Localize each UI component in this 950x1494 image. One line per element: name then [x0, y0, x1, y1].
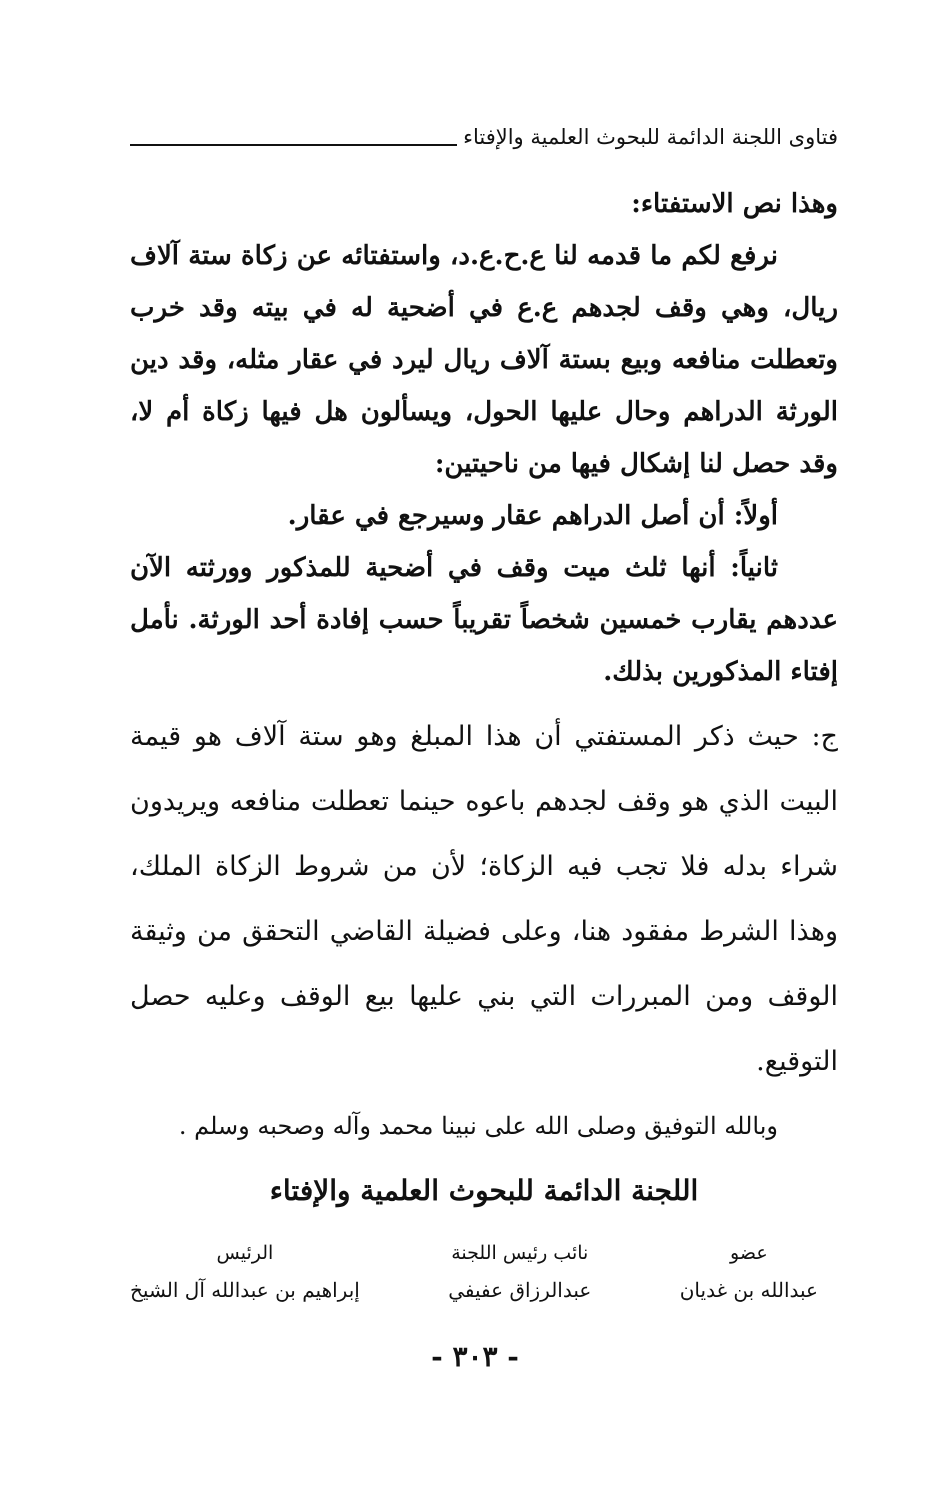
running-header — [130, 118, 838, 152]
signature-president — [130, 1236, 360, 1310]
signature-role: عضو — [730, 1242, 768, 1264]
running-header-title: فتاوى اللجنة الدائمة للبحوث العلمية والإفتاء — [463, 125, 838, 149]
signature-role: الرئيس — [216, 1242, 274, 1264]
closing-line: وبالله التوفيق وصلى الله على نبينا محمد وآله وصحبه وسلم . — [178, 1112, 778, 1140]
question-paragraph: نرفع لكم ما قدمه لنا ع.ح.ع.د، واستفتائه عن زكاة ستة آلاف ريال، وهي وقف لجدهم ع.ع في أضحية له في بيته وقد خرب وتعطلت منافعه وبيع بستة آلاف ريال ليرد في عقار مثله، وقد دين الورثة الدراهم وحال عليها الحول، ويسألون هل فيها زكاة أم لا، وقد حصل لنا إشكال فيها من ناحيتين: — [130, 241, 838, 479]
main-content — [130, 178, 838, 1310]
signature-member — [680, 1236, 818, 1310]
page-number: - ٣٠٣ - — [431, 1340, 519, 1373]
signature-name: إبراهيم بن عبدالله آل الشيخ — [130, 1278, 360, 1302]
question-point-1: أولاً: أن أصل الدراهم عقار وسيرجع في عقار. — [287, 501, 778, 531]
answer-paragraph: ج: حيث ذكر المستفتي أن هذا المبلغ وهو ستة آلاف هو قيمة البيت الذي هو وقف لجدهم باعوه حينما تعطلت منافعه ويريدون شراء بدله فلا تجب فيه الزكاة؛ لأن من شروط الزكاة الملك، وهذا الشرط مفقود هنا، وعلى فضيلة القاضي التحقق من وثيقة الوقف ومن المبررات التي بني عليها بيع الوقف وعليه حصل التوقيع. — [130, 721, 838, 1077]
signatures-row — [130, 1236, 838, 1310]
question-point-2: ثانياً: أنها ثلث ميت وقف في أضحية للمذكور وورثته الآن عددهم يقارب خمسين شخصاً تقريباً حسب إفادة أحد الورثة. نأمل إفتاء المذكورين بذلك. — [130, 553, 838, 687]
signature-name: عبدالله بن غديان — [679, 1278, 818, 1302]
question-intro: وهذا نص الاستفتاء: — [631, 189, 838, 219]
signature-name: عبدالرزاق عفيفي — [448, 1278, 592, 1302]
header-rule — [130, 144, 457, 146]
committee-name: اللجنة الدائمة للبحوث العلمية والإفتاء — [269, 1174, 699, 1207]
signature-vice-president — [448, 1236, 591, 1310]
signature-role: نائب رئيس اللجنة — [451, 1242, 589, 1264]
question-block — [130, 178, 838, 698]
